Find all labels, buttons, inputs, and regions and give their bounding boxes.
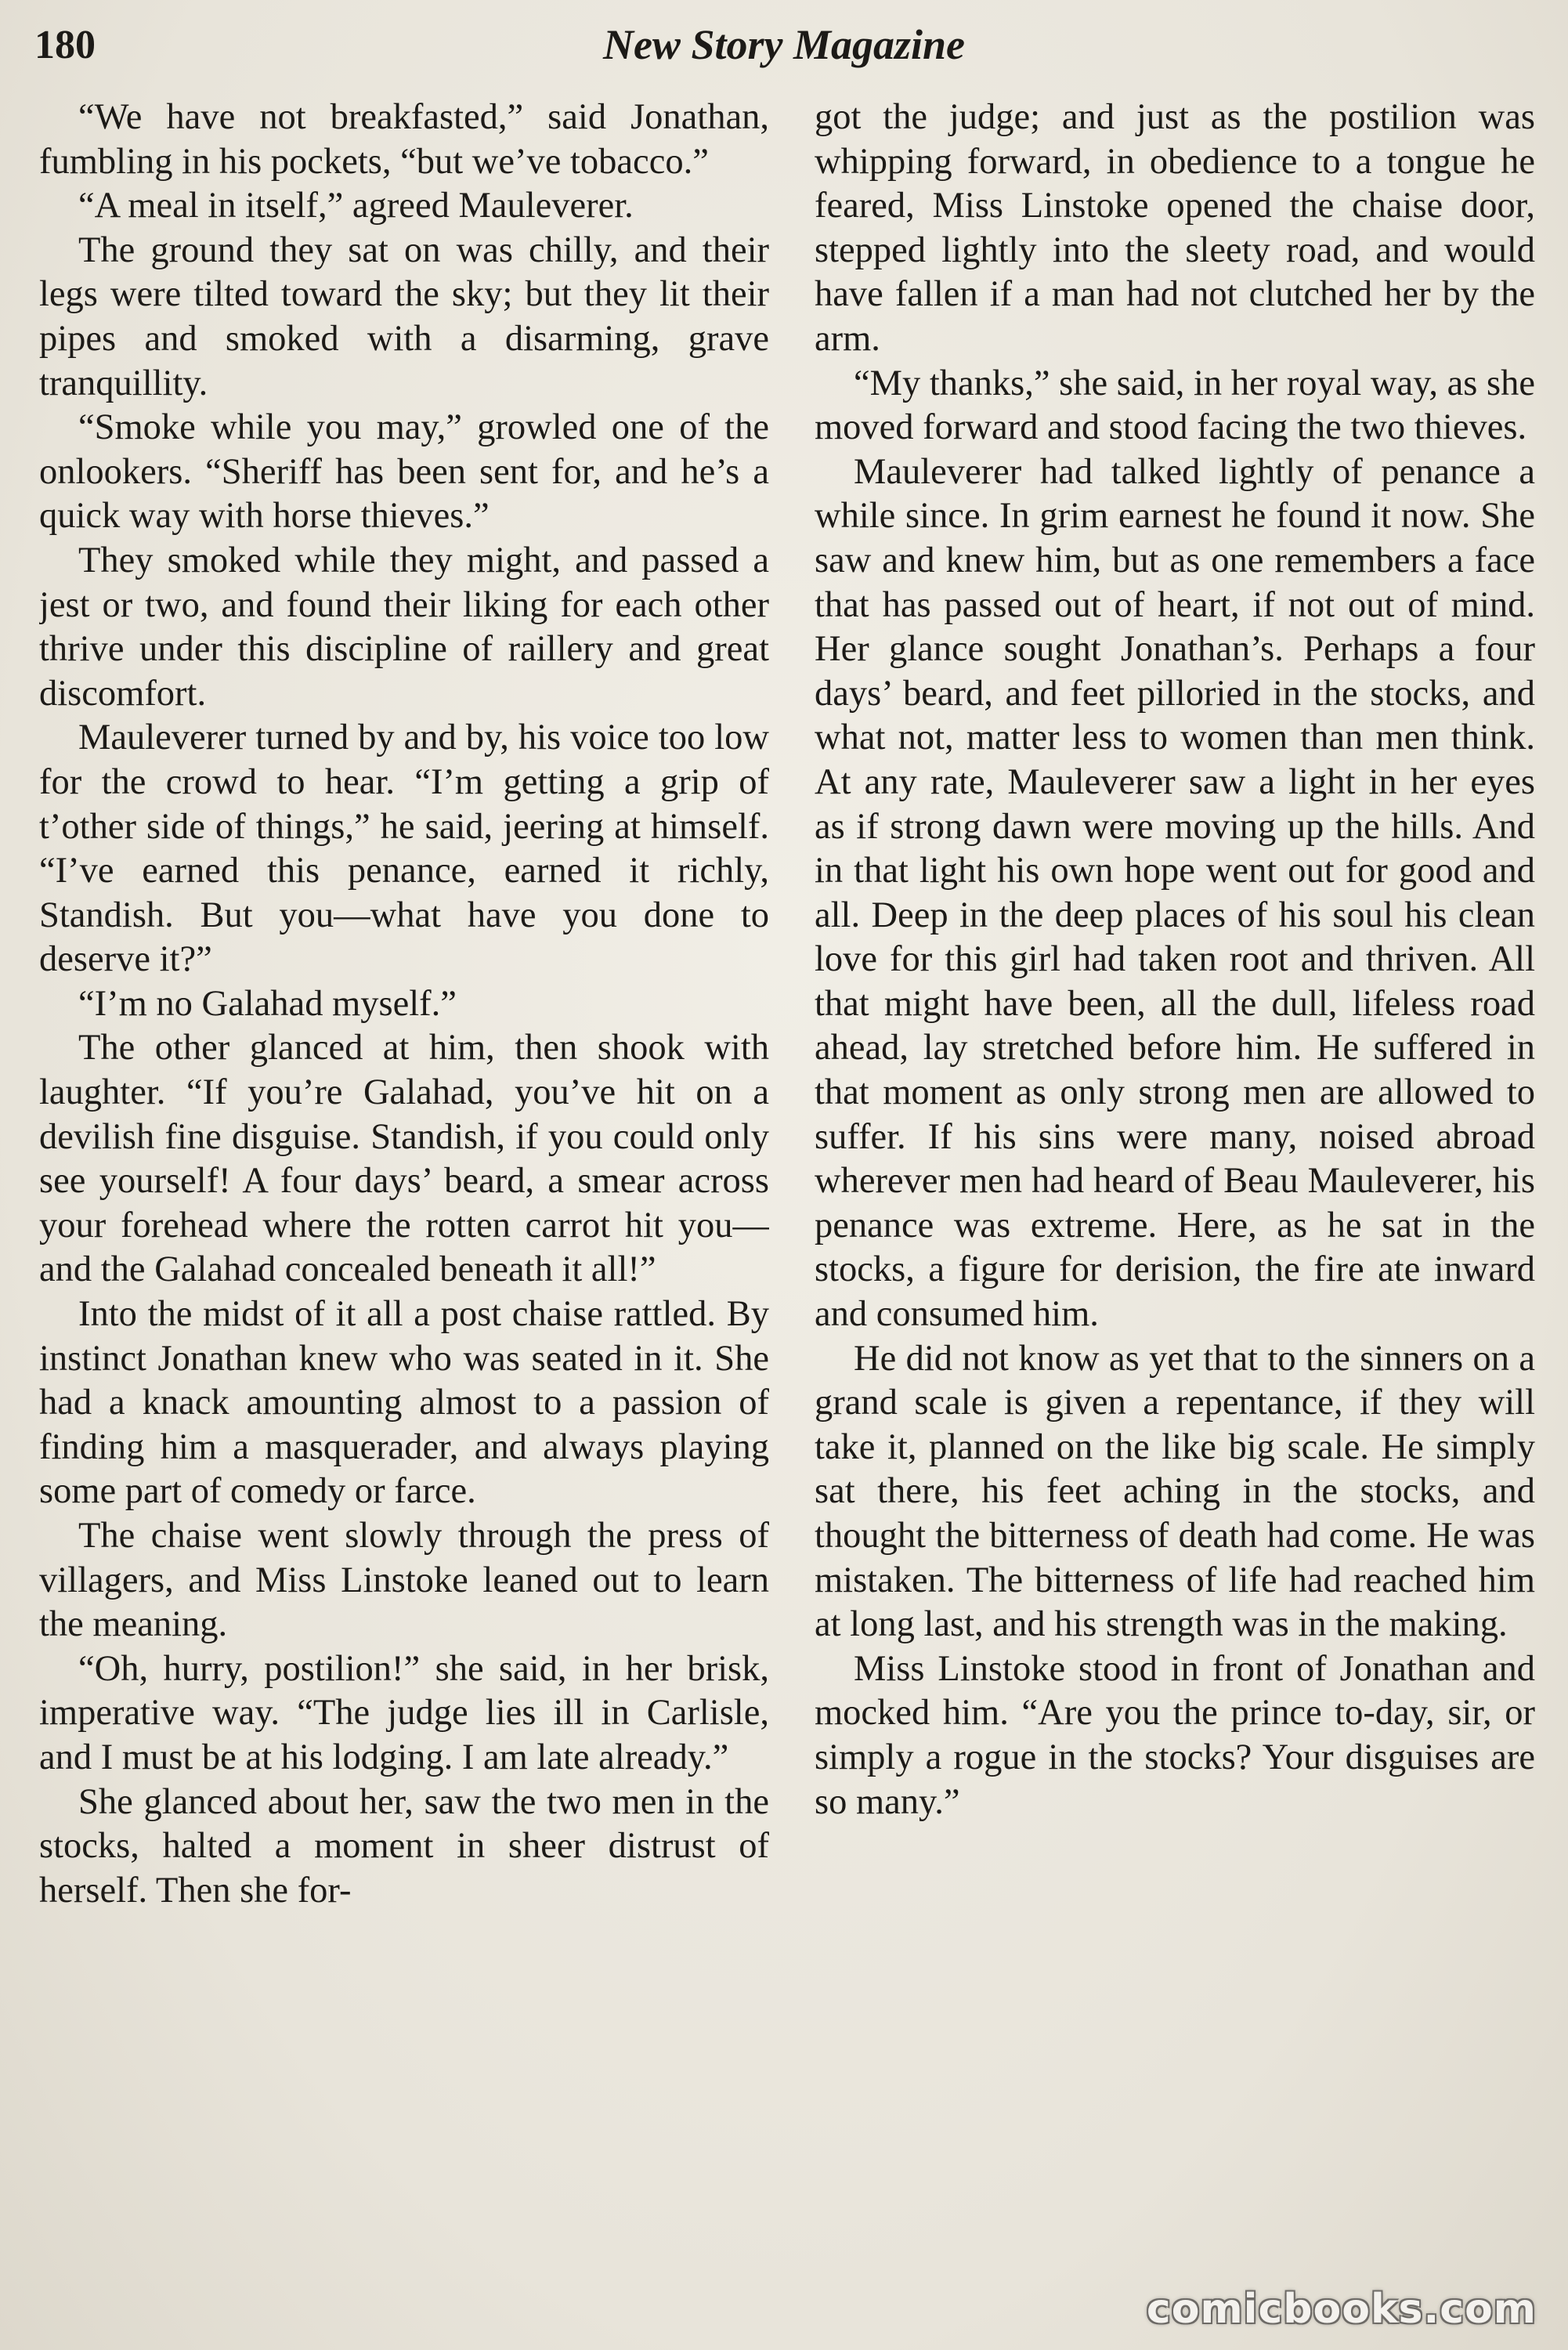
paragraph: Into the midst of it all a post chaise rattled. By instinct Jonathan knew who was seated in it. She had a knack amounting almost to a passion of finding him a masquerader, and always playing some part of comedy or farce.	[39, 1294, 769, 1512]
paragraph: “Smoke while you may,” growled one of the onlookers. “Sheriff has been sent for, and he’s a quick way with horse thieves.”	[39, 407, 769, 537]
paragraph: She glanced about her, saw the two men in the stocks, halted a moment in sheer distrust of herself. Then she for-	[39, 1781, 769, 1911]
paragraph: “My thanks,” she said, in her royal way, as she moved forward and stood facing the two thieves.	[815, 363, 1535, 448]
paragraph: Mauleverer turned by and by, his voice too low for the crowd to hear. “I’m getting a grip of t’other side of things,” he said, jeering at himself. “I’ve earned this penance, earned it richly, Standish. But you—what have you done to deserve it?”	[39, 718, 769, 980]
paragraph: The chaise went slowly through the press of villagers, and Miss Linstoke leaned out to learn the meaning.	[39, 1516, 769, 1645]
paragraph: The ground they sat on was chilly, and their legs were tilted toward the sky; but they lit their pipes and smoked with a disarming, grave tranquillity.	[39, 230, 769, 403]
paragraph: Mauleverer had talked lightly of penance a while since. In grim earnest he found it now. She saw and knew him, but as one remembers a face that has passed out of heart, if not out of mind. Her glance sought Jonathan’s. Perhaps a four days’ beard, and feet pilloried in the stocks, and what not, matter less to women than men think. At any rate, Mauleverer saw a light in her eyes as if strong dawn were moving up the hills. And in that light his own hope went out for good and all. Deep in the deep places of his soul his clean love for this girl had taken root and thriven. All that might have been, all the dull, lifeless road ahead, lay stretched before him. He suffered in that moment as only strong men are allowed to suffer. If his sins were many, noised abroad wherever men had heard of Beau Mauleverer, his penance was extreme. Here, as he sat in the stocks, a figure for derision, the fire ate inward and consumed him.	[815, 451, 1535, 1335]
magazine-title: New Story Magazine	[602, 21, 966, 68]
paragraph-continued: got the judge; and just as the postilion was whipping forward, in obedience to a tongue he feared, Miss Linstoke opened the chaise door, stepped lightly into the sleety road, and would have fallen if a man had not clutched her by the arm.	[815, 97, 1535, 359]
paragraph: “Oh, hurry, postilion!” she said, in her brisk, imperative way. “The judge lies ill in Carlisle, and I must be at his lodging. I am late already.”	[39, 1648, 769, 1777]
paragraph: “A meal in itself,” agreed Mauleverer.	[78, 186, 634, 226]
paragraph: “I’m no Galahad myself.”	[78, 983, 457, 1024]
right-column	[815, 96, 1535, 2336]
paragraph: They smoked while they might, and passed a jest or two, and found their liking for each other thrive under this discipline of raillery and great discomfort.	[39, 540, 769, 714]
paragraph: Miss Linstoke stood in front of Jonathan and mocked him. “Are you the prince to-day, sir, or simply a rogue in the stocks? Your disguises are so many.”	[815, 1648, 1535, 1822]
page-header	[34, 17, 1534, 80]
site-watermark: comicbooks.com	[1146, 2286, 1537, 2333]
paragraph: The other glanced at him, then shook with laughter. “If you’re Galahad, you’ve hit on a devilish fine disguise. Standish, if you could only see yourself! A four days’ beard, a smear across your forehead where the rotten carrot hit you—and the Galahad concealed beneath it all!”	[39, 1028, 769, 1290]
paragraph: “We have not breakfasted,” said Jonathan, fumbling in his pockets, “but we’ve tobacco.”	[39, 97, 769, 182]
page-number: 180	[34, 23, 96, 67]
left-column	[39, 96, 769, 2336]
paragraph: He did not know as yet that to the sinners on a grand scale is given a repentance, if they will take it, planned on the like big scale. He simply sat there, his feet aching in the stocks, and thought the bitterness of death had come. He was mistaken. The bitterness of life had reached him at long last, and his strength was in the making.	[815, 1338, 1535, 1645]
